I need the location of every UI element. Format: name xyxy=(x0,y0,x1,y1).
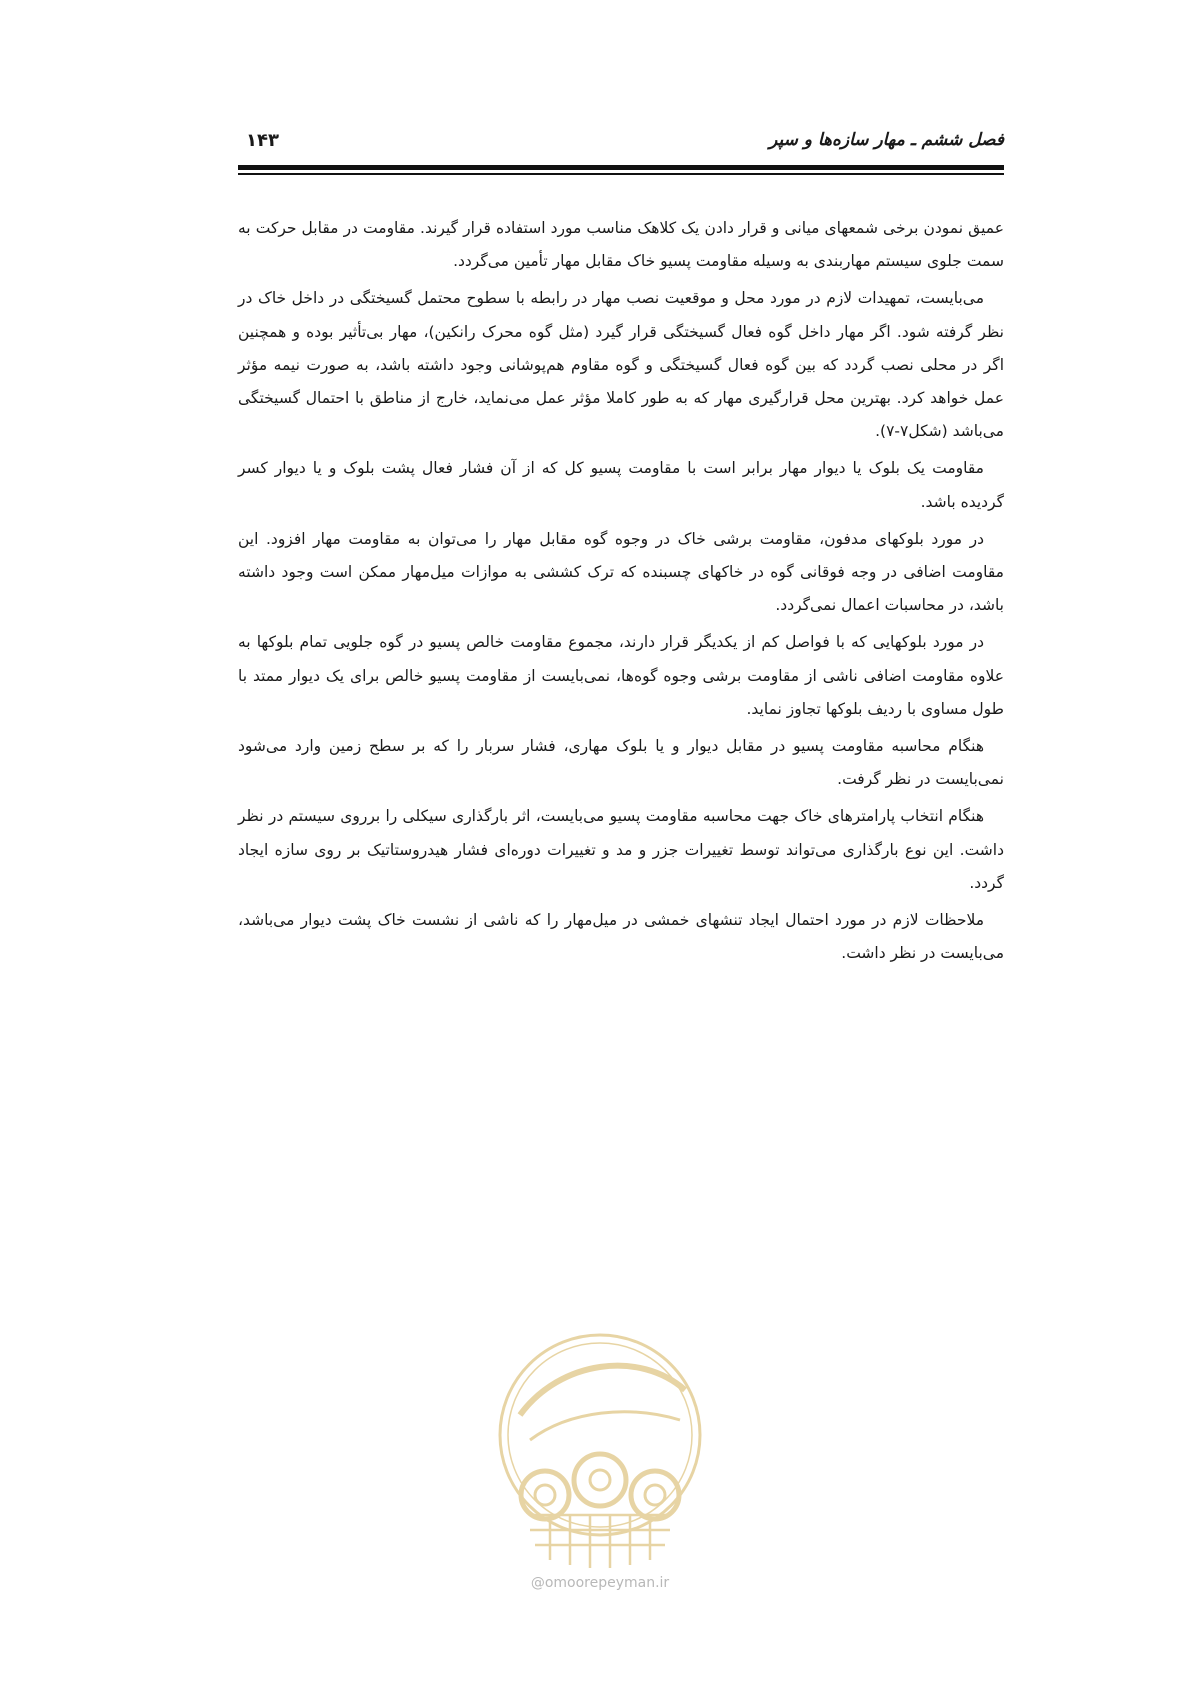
paragraph: می‌بایست، تمهیدات لازم در مورد محل و موقعیت نصب مهار در رابطه با سطوح محتمل گسیختگی در داخل خاک در نظر گرفته شود. اگر مهار داخل گوه فعال گسیختگی قرار گیرد (مثل گوه محرک رانکین)، مهار بی‌تأثیر بوده و همچنین اگر در محلی نصب گردد که بین گوه فعال گسیختگی و گوه مقاوم هم‌پوشانی وجود داشته باشد، به صورت نیمه مؤثر عمل خواهد کرد. بهترین محل قرارگیری مهار که به طور کاملا مؤثر عمل می‌نماید، خارج از مناطق با احتمال گسیختگی می‌باشد (شکل۷-۷). xyxy=(238,289,1004,441)
page-header xyxy=(238,130,1004,166)
paragraph: مقاومت یک بلوک یا دیوار مهار برابر است با مقاومت پسیو کل که از آن فشار فعال پشت بلوک و یا دیوار کسر گردیده باشد. xyxy=(238,459,1004,511)
watermark-caption xyxy=(460,1575,740,1591)
page-number: ۱۴۳ xyxy=(246,130,279,151)
paragraph: ملاحظات لازم در مورد احتمال ایجاد تنشهای خمشی در میل‌مهار را که ناشی از نشست خاک پشت دیوار می‌باشد، می‌بایست در نظر داشت. xyxy=(238,911,1004,963)
chapter-title: فصل ششم ـ مهار سازه‌ها و سپر xyxy=(769,130,1004,150)
paragraph: هنگام انتخاب پارامترهای خاک جهت محاسبه مقاومت پسیو می‌بایست، اثر بارگذاری سیکلی را برروی سیستم در نظر داشت. این نوع بارگذاری می‌تواند توسط تغییرات جزر و مد و تغییرات دوره‌ای فشار هیدروستاتیک بر روی سازه ایجاد گردد. xyxy=(238,807,1004,892)
watermark-logo xyxy=(490,1320,710,1570)
header-rule-thick xyxy=(238,165,1004,170)
watermark-caption-text: omoorepeyman.ir xyxy=(544,1575,670,1591)
paragraph: هنگام محاسبه مقاومت پسیو در مقابل دیوار و یا بلوک مهاری، فشار سربار را که بر سطح زمین وارد می‌شود نمی‌بایست در نظر گرفت. xyxy=(238,737,1004,789)
at-icon: @ xyxy=(530,1575,545,1591)
watermark-logo-group xyxy=(500,1335,700,1568)
body-text xyxy=(238,212,1004,974)
paragraph: عمیق نمودن برخی شمعهای میانی و قرار دادن یک کلاهک مناسب مورد استفاده قرار گیرند. مقاومت در مقابل حرکت به سمت جلوی سیستم مهاربندی به وسیله مقاومت پسیو خاک مقابل مهار تأمین می‌گردد. xyxy=(238,219,1004,271)
header-rule-thin xyxy=(238,173,1004,175)
paragraph: در مورد بلوکهای مدفون، مقاومت برشی خاک در وجوه گوه مقابل مهار را می‌توان به مقاومت مهار افزود. این مقاومت اضافی در وجه فوقانی گوه در خاکهای چسبنده که ترک کششی به موازات میل‌مهار ممکن است وجود داشته باشد، در محاسبات اعمال نمی‌گردد. xyxy=(238,529,1004,615)
paragraph: در مورد بلوکهایی که با فواصل کم از یکدیگر قرار دارند، مجموع مقاومت خالص پسیو در گوه جلویی تمام بلوکها به علاوه مقاومت اضافی ناشی از مقاومت برشی وجوه گوه‌ها، نمی‌بایست از مقاومت پسیو خالص برای یک دیوار ممتد با طول مساوی با ردیف بلوکها تجاوز نماید. xyxy=(238,633,1004,718)
